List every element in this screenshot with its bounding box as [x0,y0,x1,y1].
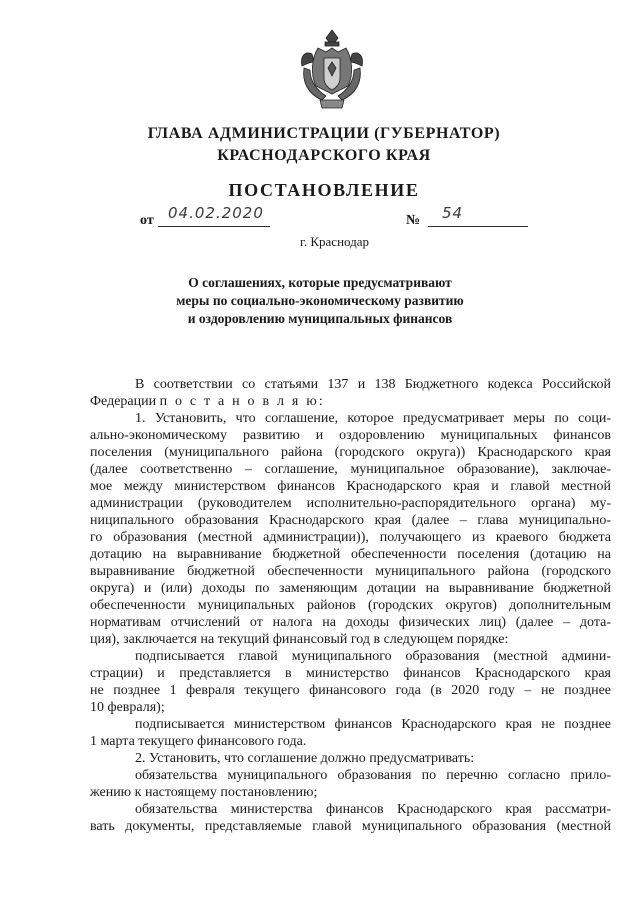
body-line: 10 февраля); [90,700,165,715]
date-underline [158,204,270,227]
body-line: обязательства министерства финансов Краснодарского края рассматри- [135,802,611,817]
body-line: 1 марта текущего финансового года. [90,734,307,749]
subject-line-2: меры по социально-экономическому развитию [176,293,464,308]
body-line: вать документы, представляемые главой муниципального образования (местной [90,819,611,834]
number-value: 54 [442,204,464,222]
body-line: го образования (местной администрации)), получающего из краевого бюджета [90,530,611,545]
body-line: (далее соответственно – соглашение, муниципальное образование), заключае- [90,462,611,477]
coat-of-arms-emblem [298,28,366,112]
date-label: от [140,213,154,228]
body-line: нормативам отчислений от налога на доходы физических лиц) (далее – дота- [90,615,611,630]
body-line: 2. Установить, что соглашение должно предусматривать: [135,751,475,766]
body-line: обеспеченности муниципальных районов (городских округов) дополнительным [90,598,611,613]
subject-line-1: О соглашениях, которые предусматривают [188,275,452,290]
body-line: округа) и (или) доходы по заменяющим дотации на выравнивание бюджетной [90,581,611,596]
body-line: подписывается главой муниципального образования (местной админи- [135,649,611,664]
body-line: выравнивание бюджетной обеспеченности муниципального района (городского [90,564,611,579]
date-value: 04.02.2020 [168,204,264,222]
body-line-text: п о с т а н о в л я ю: [159,394,325,409]
body-line: администрации (руководителем исполнительно-распорядительного органа) му- [90,496,611,511]
subject-line-3: и оздоровлению муниципальных финансов [187,311,453,326]
body-line: ниципального образования Краснодарского края (далее – глава муниципально- [90,513,611,528]
city-name: г. Краснодар [300,234,370,249]
body-line: жению к настоящему постановлению; [90,785,318,800]
body-line: мое между министерством финансов Краснодарского края и главой местной [90,479,611,494]
body-line-text: Федерации [90,394,157,409]
document-type-title: ПОСТАНОВЛЕНИЕ [228,180,420,200]
body-line: подписывается министерством финансов Краснодарского края не позднее [135,717,611,732]
number-underline [428,204,528,227]
body-line: обязательства муниципального образования по перечню согласно прило- [135,768,611,783]
body-line: дотацию на выравнивание бюджетной обеспеченности поселения (дотацию на [90,547,611,562]
number-label: № [406,213,421,228]
body-line: не позднее 1 февраля текущего финансового года (в 2020 году – не позднее [90,683,611,698]
body-line: В соответствии со статьями 137 и 138 Бюджетного кодекса Российской [135,377,611,392]
header-authority-line2: КРАСНОДАРСКОГО КРАЯ [217,147,431,164]
body-line: страции) и представляется в министерство финансов Краснодарского края [90,666,611,681]
body-line: 1. Установить, что соглашение, которое предусматривает меры по соци- [135,411,611,426]
header-authority-line1: ГЛАВА АДМИНИСТРАЦИИ (ГУБЕРНАТОР) [147,125,501,142]
body-line: ально-экономическому развитию и оздоровлению муниципальных финансов [90,428,611,443]
document-body [90,376,611,835]
body-line: ция), заключается на текущий финансовый год в следующем порядке: [90,632,509,647]
body-line [90,393,611,410]
body-line: поселения (муниципального района (городского округа)) Краснодарского края [90,445,611,460]
